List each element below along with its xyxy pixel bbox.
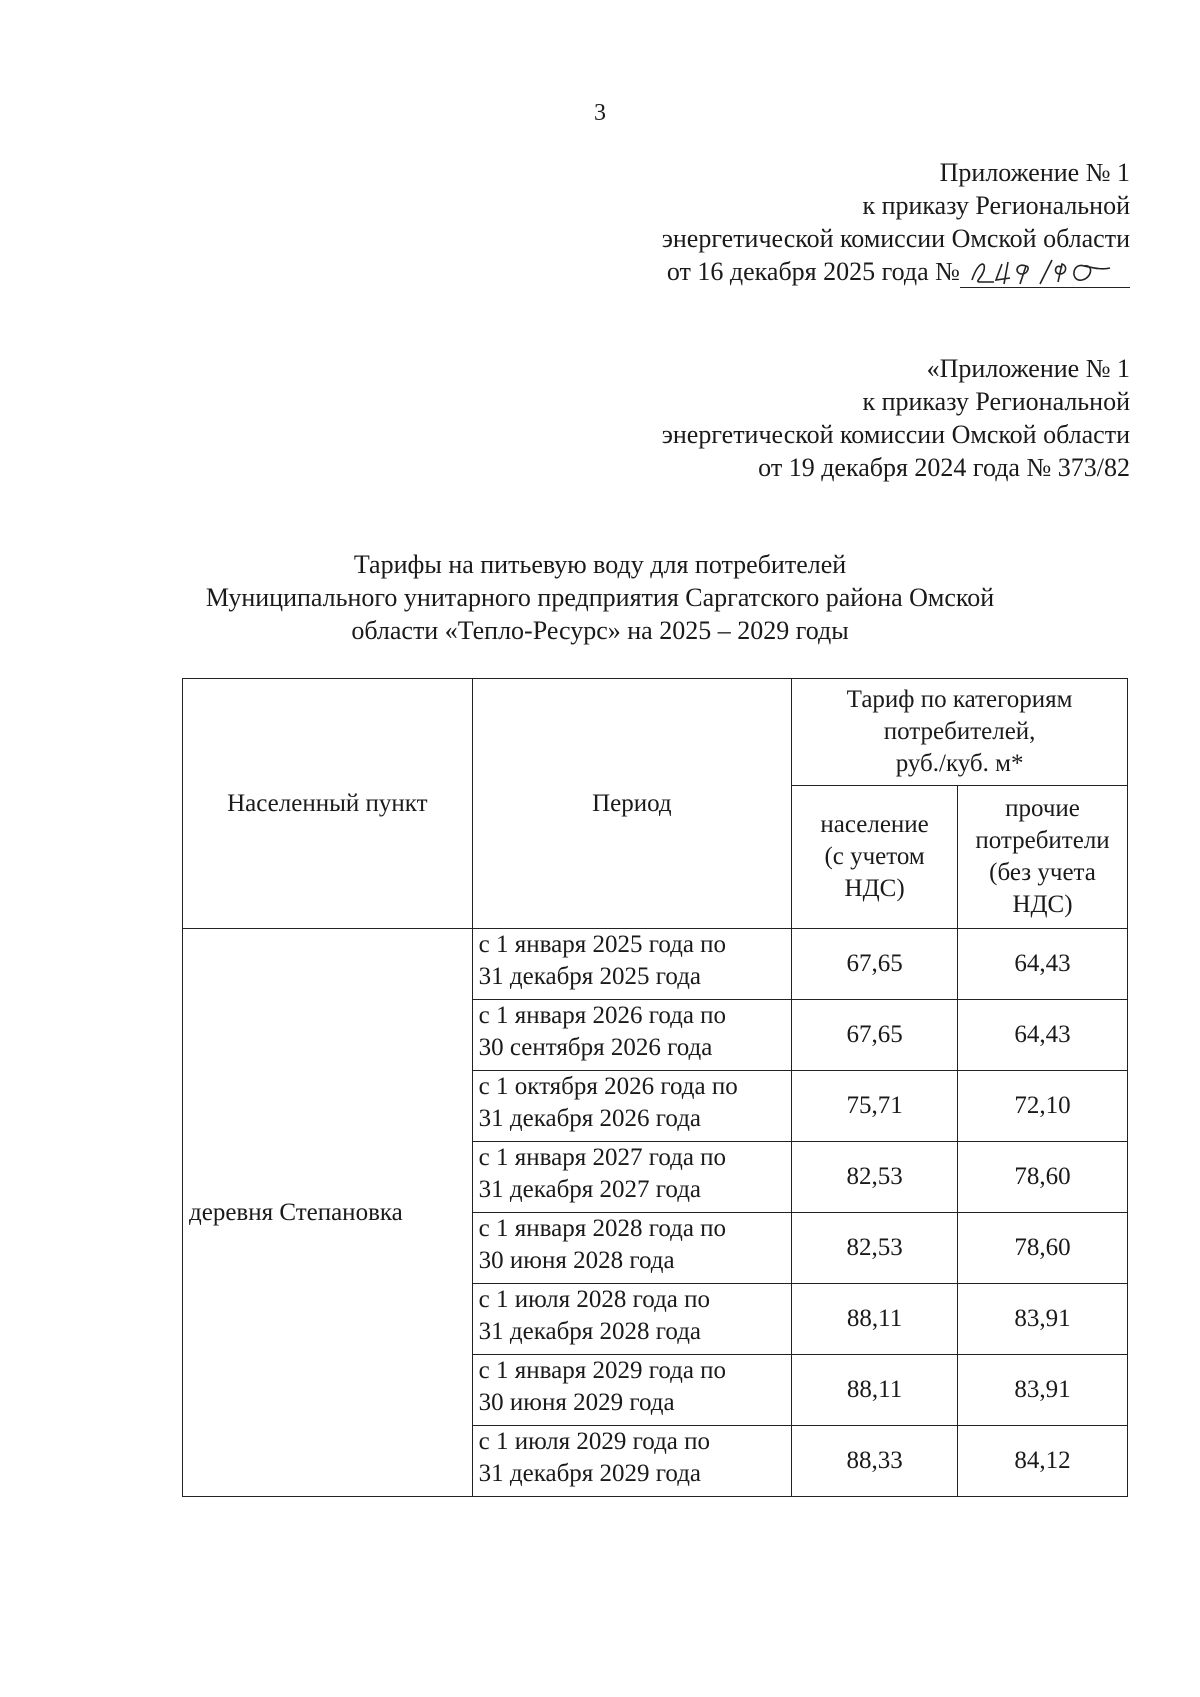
period-cell <box>472 1142 791 1213</box>
header-tariff-line1: Тариф по категориям <box>846 686 1073 713</box>
header-population-line2: (с учетом <box>824 843 925 870</box>
header-others-line2: потребители <box>975 827 1110 854</box>
period-line1: с 1 октября 2026 года по <box>478 1073 738 1100</box>
population-tariff-cell: 67,65 <box>792 1000 958 1071</box>
locality-cell: деревня Степановка <box>183 929 473 1497</box>
annex-current-date: от 16 декабря 2025 года № <box>666 257 960 286</box>
period-line2: 30 июня 2028 года <box>478 1247 675 1274</box>
header-others <box>958 786 1128 929</box>
annex-current-header <box>662 156 1130 288</box>
page-number: 3 <box>594 100 606 126</box>
period-cell <box>472 929 791 1000</box>
period-line1: с 1 июля 2029 года по <box>478 1428 711 1455</box>
population-tariff-cell: 88,11 <box>792 1284 958 1355</box>
period-cell <box>472 1071 791 1142</box>
document-title <box>120 548 1080 647</box>
population-tariff-cell: 75,71 <box>792 1071 958 1142</box>
header-tariff-line2: потребителей, <box>883 718 1036 745</box>
handwritten-number <box>960 257 1130 288</box>
others-tariff-cell: 64,43 <box>958 929 1128 1000</box>
period-line2: 30 июня 2029 года <box>478 1389 675 1416</box>
others-tariff-cell: 64,43 <box>958 1000 1128 1071</box>
header-locality: Населенный пункт <box>183 679 473 929</box>
annex-original-line2: к приказу Региональной <box>862 387 1130 416</box>
header-tariff-group <box>792 679 1128 786</box>
annex-current-line4 <box>662 255 1130 288</box>
period-line1: с 1 января 2026 года по <box>478 1002 727 1029</box>
population-tariff-cell: 67,65 <box>792 929 958 1000</box>
title-line2: Муниципального унитарного предприятия Саргатского района Омской <box>205 583 995 612</box>
tariff-table-body <box>183 929 1128 1497</box>
table-row <box>183 929 1128 1000</box>
period-cell <box>472 1213 791 1284</box>
period-line1: с 1 января 2027 года по <box>478 1144 727 1171</box>
population-tariff-cell: 88,11 <box>792 1355 958 1426</box>
annex-current-line1: Приложение № 1 <box>939 158 1130 187</box>
period-cell <box>472 1000 791 1071</box>
header-population <box>792 786 958 929</box>
period-line2: 31 декабря 2027 года <box>478 1176 702 1203</box>
others-tariff-cell: 78,60 <box>958 1213 1128 1284</box>
period-line1: с 1 июля 2028 года по <box>478 1286 711 1313</box>
period-line1: с 1 января 2025 года по <box>478 931 727 958</box>
period-line2: 31 декабря 2028 года <box>478 1318 702 1345</box>
period-line2: 31 декабря 2026 года <box>478 1105 702 1132</box>
others-tariff-cell: 84,12 <box>958 1426 1128 1497</box>
handwritten-number-icon <box>964 256 1114 286</box>
header-period: Период <box>472 679 791 929</box>
population-tariff-cell: 82,53 <box>792 1213 958 1284</box>
others-tariff-cell: 83,91 <box>958 1284 1128 1355</box>
header-others-line1: прочие <box>1005 795 1080 822</box>
header-population-line3: НДС) <box>844 875 905 902</box>
period-cell <box>472 1355 791 1426</box>
header-others-line3: (без учета <box>989 859 1096 886</box>
header-tariff-line3: руб./куб. м* <box>895 750 1024 777</box>
annex-original-line3: энергетической комиссии Омской области <box>661 420 1130 449</box>
header-population-line1: население <box>820 811 929 838</box>
population-tariff-cell: 88,33 <box>792 1426 958 1497</box>
period-cell <box>472 1284 791 1355</box>
period-cell <box>472 1426 791 1497</box>
period-line1: с 1 января 2029 года по <box>478 1357 727 1384</box>
title-line3: области «Тепло-Ресурс» на 2025 – 2029 годы <box>351 616 849 645</box>
annex-original-line1: «Приложение № 1 <box>926 354 1130 383</box>
annex-current-line2: к приказу Региональной <box>862 191 1130 220</box>
period-line1: с 1 января 2028 года по <box>478 1215 727 1242</box>
others-tariff-cell: 78,60 <box>958 1142 1128 1213</box>
period-line2: 31 декабря 2029 года <box>478 1460 702 1487</box>
tariffs-table <box>182 678 1128 1497</box>
annex-original-header <box>662 352 1130 484</box>
header-others-line4: НДС) <box>1012 891 1073 918</box>
annex-original-line4: от 19 декабря 2024 года № 373/82 <box>758 453 1130 482</box>
period-line2: 31 декабря 2025 года <box>478 963 702 990</box>
population-tariff-cell: 82,53 <box>792 1142 958 1213</box>
others-tariff-cell: 72,10 <box>958 1071 1128 1142</box>
period-line2: 30 сентября 2026 года <box>478 1034 713 1061</box>
title-line1: Тарифы на питьевую воду для потребителей <box>353 550 847 579</box>
annex-current-line3: энергетической комиссии Омской области <box>661 224 1130 253</box>
others-tariff-cell: 83,91 <box>958 1355 1128 1426</box>
